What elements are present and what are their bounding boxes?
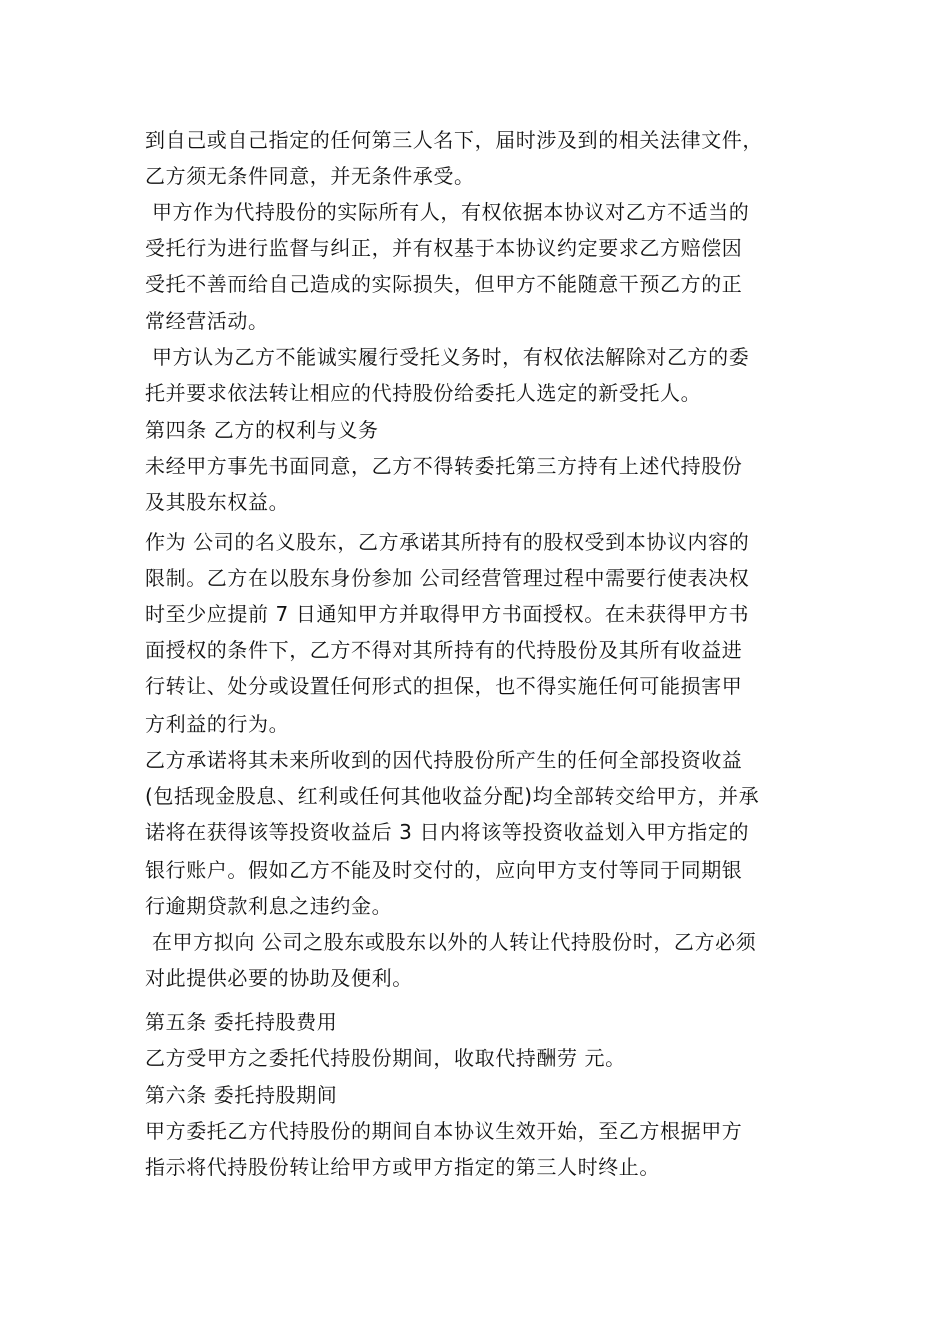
text-line: 诺将在获得该等投资收益后 3 日内将该等投资收益划入甲方指定的 [145, 820, 750, 844]
section-heading: 第五条 委托持股费用 [145, 1010, 338, 1034]
text-line: 及其股东权益。 [145, 490, 290, 514]
text-line: 未经甲方事先书面同意，乙方不得转委托第三方持有上述代持股份 [145, 454, 743, 478]
text-line: 行逾期贷款利息之违约金。 [145, 894, 393, 918]
text-line: 在甲方拟向 公司之股东或股东以外的人转让代持股份时，乙方必须 [145, 930, 757, 954]
text-line: 受托不善而给自己造成的实际损失，但甲方不能随意干预乙方的正 [145, 272, 743, 296]
text-line: 限制。乙方在以股东身份参加 公司经营管理过程中需要行使表决权 [145, 566, 750, 590]
text-line: (包括现金股息、红利或任何其他收益分配)均全部转交给甲方，并承 [145, 784, 760, 808]
section-heading: 第四条 乙方的权利与义务 [145, 418, 379, 442]
text-line: 银行账户。假如乙方不能及时交付的，应向甲方支付等同于同期银 [145, 858, 743, 882]
text-line: 指示将代持股份转让给甲方或甲方指定的第三人时终止。 [145, 1155, 660, 1179]
text-line: 行转让、处分或设置任何形式的担保，也不得实施任何可能损害甲 [145, 674, 743, 698]
text-line: 受托行为进行监督与纠正，并有权基于本协议约定要求乙方赔偿因 [145, 236, 743, 260]
text-line: 面授权的条件下，乙方不得对其所持有的代持股份及其所有收益进 [145, 638, 743, 662]
text-line: 到自己或自己指定的任何第三人名下，届时涉及到的相关法律文件， [145, 128, 763, 152]
text-line: 常经营活动。 [145, 309, 269, 333]
text-line: 方利益的行为。 [145, 712, 290, 736]
text-line: 甲方认为乙方不能诚实履行受托义务时，有权依法解除对乙方的委 [145, 345, 750, 369]
section-heading: 第六条 委托持股期间 [145, 1083, 338, 1107]
text-line: 甲方作为代持股份的实际所有人，有权依据本协议对乙方不适当的 [145, 200, 750, 224]
text-line: 对此提供必要的协助及便利。 [145, 966, 413, 990]
text-line: 乙方须无条件同意，并无条件承受。 [145, 164, 475, 188]
text-line: 时至少应提前 7 日通知甲方并取得甲方书面授权。在未获得甲方书 [145, 602, 750, 626]
text-line: 作为 公司的名义股东，乙方承诺其所持有的股权受到本协议内容的 [145, 530, 750, 554]
text-line: 乙方受甲方之委托代持股份期间，收取代持酬劳 元。 [145, 1046, 626, 1070]
text-line: 托并要求依法转让相应的代持股份给委托人选定的新受托人。 [145, 381, 702, 405]
text-line: 甲方委托乙方代持股份的期间自本协议生效开始，至乙方根据甲方 [145, 1119, 743, 1143]
text-line: 乙方承诺将其未来所收到的因代持股份所产生的任何全部投资收益 [145, 748, 743, 772]
